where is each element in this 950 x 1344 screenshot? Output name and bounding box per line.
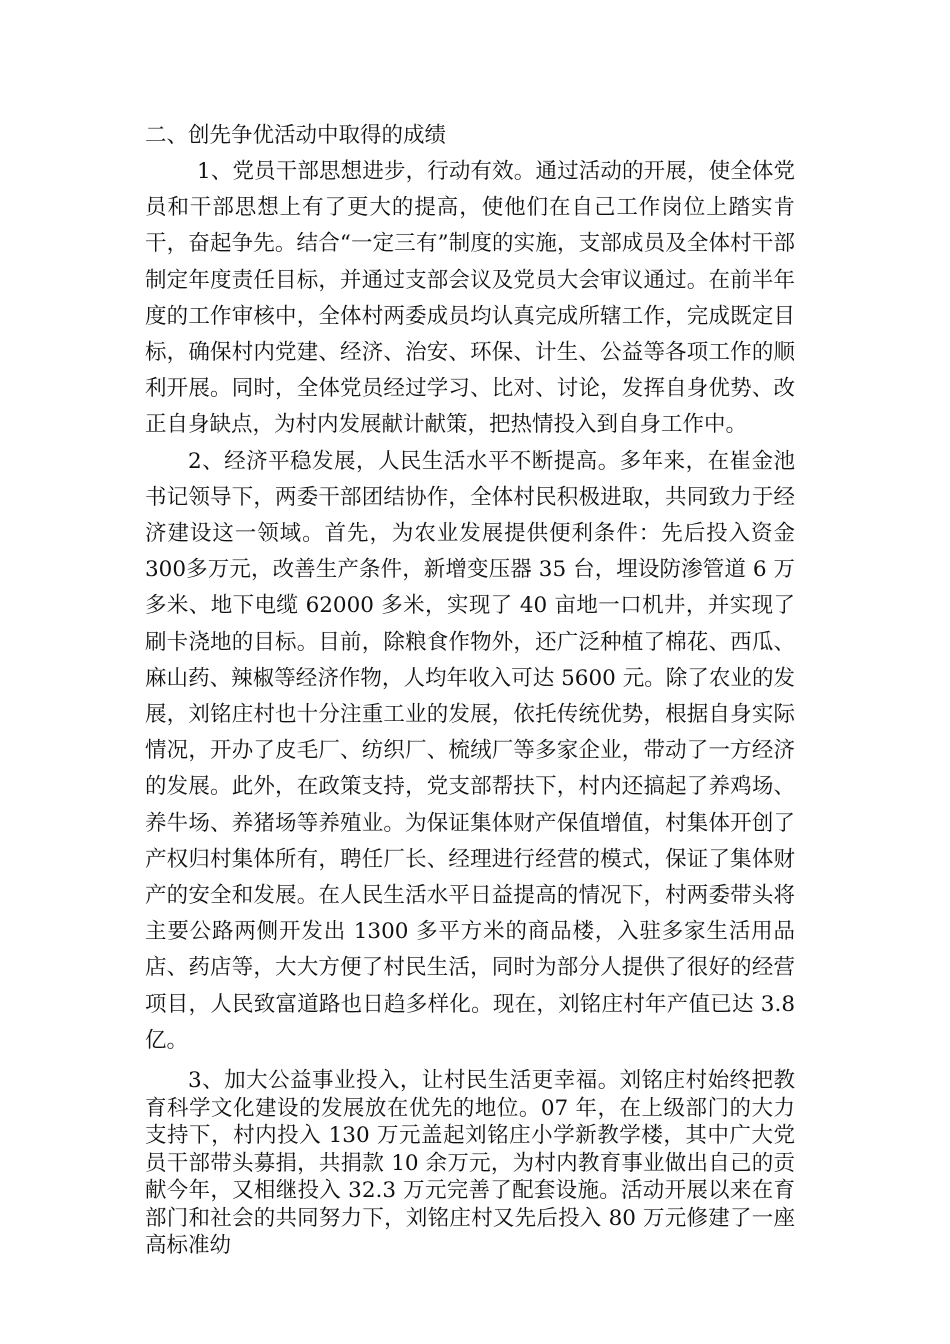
- document-page: [145, 118, 795, 1260]
- section-title: 二、创先争优活动中取得的成绩: [145, 123, 447, 148]
- paragraph-public-welfare: 3、加大公益事业投入，让村民生活更幸福。刘铭庄村始终把教育科学文化建设的发展放在优先的地位。07 年，在上级部门的大力支持下，村内投入 130 万元盖起刘铭庄小学新教学楼，其中广大党员干部带头募捐，共捐款 10 余万元，为村内教育事业做出自己的贡献今年，又相继投入 32.3 万元完善了配套设施。活动开展以来在育部门和社会的共同努力下，刘铭庄村又先后投入 80 万元修建了一座高标准幼: [145, 1068, 795, 1259]
- paragraph-economy: 2、经济平稳发展，人民生活水平不断提高。多年来，在崔金池书记领导下，两委干部团结协作，全体村民积极进取，共同致力于经济建设这一领域。首先，为农业发展提供便利条件：先后投入资金 300多万元，改善生产条件，新增变压器 35 台，埋设防渗管道 6 万多米、地下电缆 62000 多米，实现了 40 亩地一口机井，并实现了刷卡浇地的目标。目前，除粮食作物外，还广泛种植了棉花、西瓜、麻山药、辣椒等经济作物，人均年收入可达 5600 元。除了农业的发展，刘铭庄村也十分注重工业的发展，依托传统优势，根据自身实际情况，开办了皮毛厂、纺织厂、梳绒厂等多家企业，带动了一方经济的发展。此外，在政策支持，党支部帮扶下，村内还搞起了养鸡场、养牛场、养猪场等养殖业。为保证集体财产保值增值，村集体开创了产权归村集体所有，聘任厂长、经理进行经营的模式，保证了集体财产的安全和发展。在人民生活水平日益提高的情况下，村两委带头将主要公路两侧开发出 1300 多平方米的商品楼，入驻多家生活用品店、药店等，大大方便了村民生活，同时为部分人提供了很好的经营项目，人民致富道路也日趋多样化。现在，刘铭庄村年产值已达 3.8 亿。: [145, 448, 795, 1053]
- paragraph-party-members: 1、党员干部思想进步，行动有效。通过活动的开展，使全体党员和干部思想上有了更大的提高，使他们在自己工作岗位上踏实肯干，奋起争先。结合“一定三有”制度的实施，支部成员及全体村干部制定年度责任目标，并通过支部会议及党员大会审议通过。在前半年度的工作审核中，全体村两委成员均认真完成所辖工作，完成既定目标，确保村内党建、经济、治安、环保、计生、公益等各项工作的顺利开展。同时，全体党员经过学习、比对、讨论，发挥自身优势、改正自身缺点，为村内发展献计献策，把热情投入到自身工作中。: [145, 159, 795, 438]
